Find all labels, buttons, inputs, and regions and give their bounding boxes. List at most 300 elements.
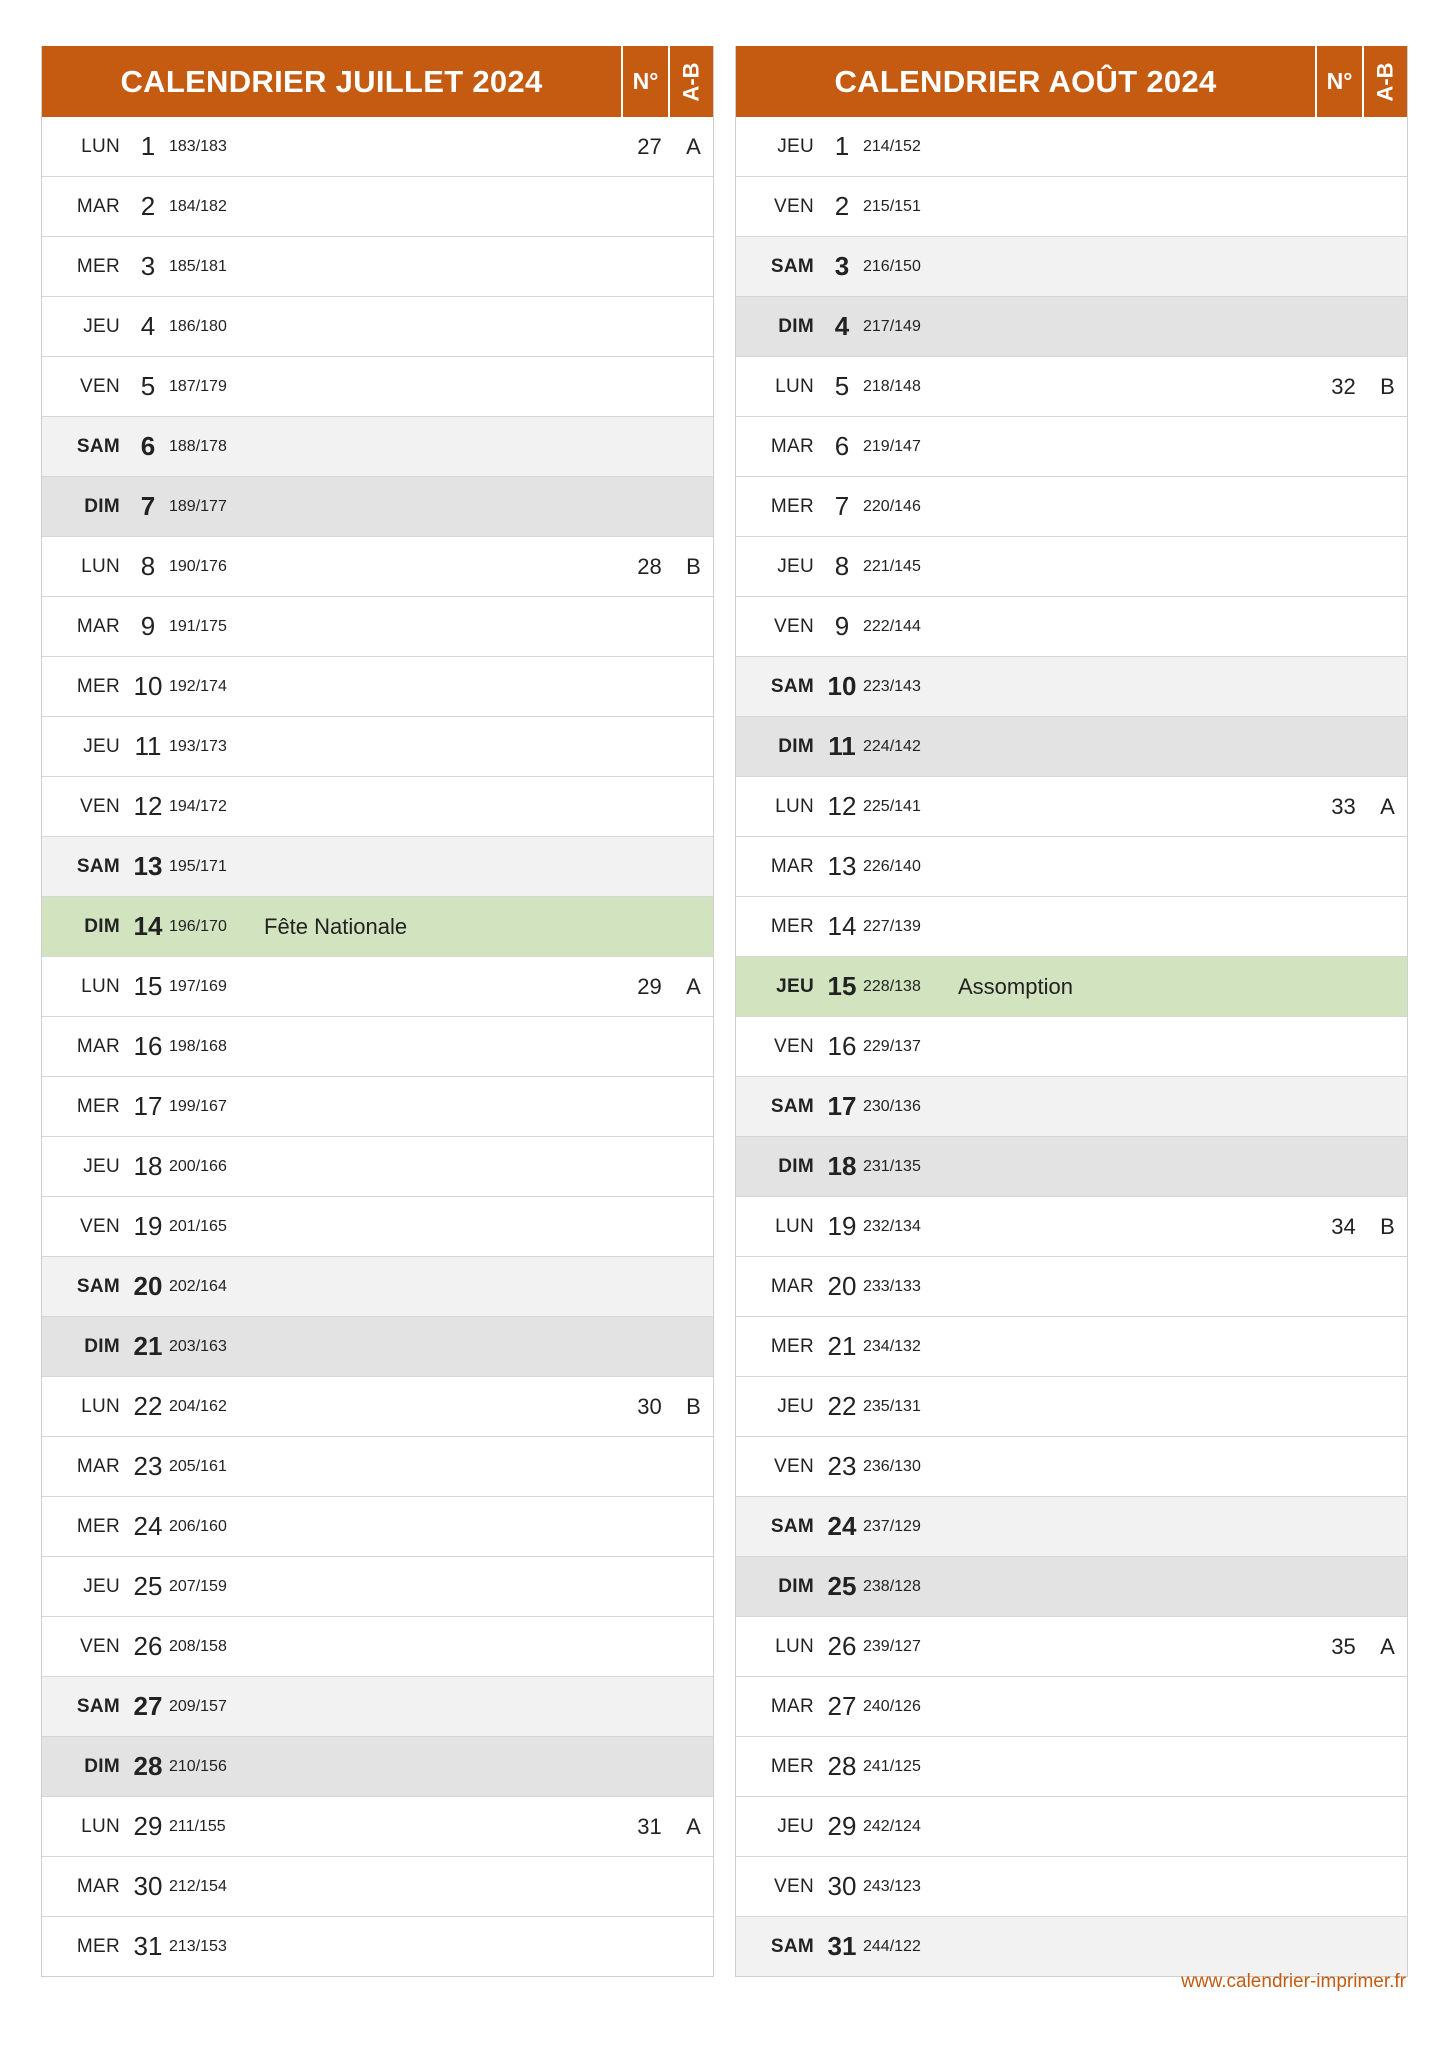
day-of-week: LUN: [81, 1816, 120, 1837]
day-number: 21: [133, 1331, 163, 1361]
week-number: [627, 1077, 672, 1136]
day-row: [42, 477, 713, 537]
week-number: [627, 357, 672, 416]
week-number-header: N°: [1315, 46, 1362, 117]
ab-week: [1366, 477, 1409, 536]
day-of-week: MER: [76, 1516, 120, 1537]
day-row: [736, 417, 1407, 477]
day-of-year: 223/143: [863, 678, 921, 695]
day-of-year: 227/139: [863, 918, 921, 935]
day-number: 22: [133, 1391, 163, 1421]
day-number: 10: [827, 671, 857, 701]
ab-week: B: [1380, 1214, 1395, 1239]
day-of-week: SAM: [770, 676, 814, 697]
week-number: [1321, 177, 1366, 236]
day-of-week: DIM: [778, 316, 814, 337]
day-number: 11: [828, 731, 856, 761]
day-of-week: DIM: [778, 1576, 814, 1597]
day-row: [42, 177, 713, 237]
week-number: [1321, 1257, 1366, 1316]
day-of-week: MAR: [76, 616, 120, 637]
ab-week: [1366, 1017, 1409, 1076]
day-of-year: 185/181: [169, 258, 227, 275]
day-of-year: 201/165: [169, 1218, 227, 1235]
day-number: 26: [827, 1631, 857, 1661]
day-of-year: 184/182: [169, 198, 227, 215]
day-number: 5: [834, 371, 850, 401]
day-row: [736, 1077, 1407, 1137]
day-row: [42, 357, 713, 417]
day-number: 28: [827, 1751, 857, 1781]
ab-week: A: [1380, 1634, 1395, 1659]
week-number: [627, 597, 672, 656]
day-of-week: LUN: [81, 976, 120, 997]
day-of-week: DIM: [84, 496, 120, 517]
day-of-week: MER: [770, 1756, 814, 1777]
day-of-week: MAR: [76, 1876, 120, 1897]
week-number: [1321, 1377, 1366, 1436]
day-of-year: 207/159: [169, 1578, 227, 1595]
day-row: [42, 1257, 713, 1317]
day-row: [42, 957, 713, 1017]
day-of-year: 202/164: [169, 1278, 227, 1295]
week-number: [1321, 1437, 1366, 1496]
ab-week: B: [1380, 374, 1395, 399]
day-row: [42, 1917, 713, 1976]
ab-week: [1366, 537, 1409, 596]
ab-week: [1366, 417, 1409, 476]
ab-week: [1366, 897, 1409, 956]
ab-week: [1366, 1557, 1409, 1616]
month-header: [736, 46, 1407, 117]
week-number: [1321, 1857, 1366, 1916]
day-of-week: LUN: [775, 1636, 814, 1657]
day-of-year: 233/133: [863, 1278, 921, 1295]
day-of-year: 212/154: [169, 1878, 227, 1895]
day-row: [736, 1617, 1407, 1677]
day-of-year: 203/163: [169, 1338, 227, 1355]
day-of-year: 208/158: [169, 1638, 227, 1655]
ab-week: [672, 837, 715, 896]
day-of-week: MER: [770, 1336, 814, 1357]
ab-week: [672, 1677, 715, 1736]
week-number: 34: [1331, 1214, 1356, 1239]
day-of-week: SAM: [76, 1276, 120, 1297]
day-row: [42, 417, 713, 477]
day-of-year: 205/161: [169, 1458, 227, 1475]
day-of-year: 243/123: [863, 1878, 921, 1895]
day-of-week: SAM: [770, 256, 814, 277]
day-of-week: MER: [770, 916, 814, 937]
ab-week: B: [686, 1394, 701, 1419]
week-number: [1321, 237, 1366, 296]
day-row: [42, 777, 713, 837]
day-of-week: MER: [76, 256, 120, 277]
day-of-week: DIM: [778, 1156, 814, 1177]
day-of-year: 244/122: [863, 1938, 921, 1955]
ab-week: [1366, 957, 1409, 1016]
week-number: 33: [1331, 794, 1356, 819]
month-table-july: [41, 46, 714, 1977]
week-number: 30: [637, 1394, 662, 1419]
day-of-year: 198/168: [169, 1038, 227, 1055]
week-number: 27: [637, 134, 662, 159]
week-number: [627, 777, 672, 836]
day-of-year: 234/132: [863, 1338, 921, 1355]
day-number: 1: [834, 131, 850, 161]
ab-week: [672, 177, 715, 236]
day-number: 9: [140, 611, 156, 641]
day-row: [736, 1317, 1407, 1377]
day-row: [736, 897, 1407, 957]
day-of-week: VEN: [80, 1216, 120, 1237]
week-number: [627, 1257, 672, 1316]
week-number: [1321, 1557, 1366, 1616]
ab-week: [1366, 1077, 1409, 1136]
day-number: 30: [133, 1871, 163, 1901]
day-of-week: DIM: [84, 1756, 120, 1777]
ab-week: [672, 1917, 715, 1976]
ab-week: [1366, 117, 1409, 176]
week-number: [627, 1317, 672, 1376]
day-row: [736, 1737, 1407, 1797]
day-of-week: MER: [770, 496, 814, 517]
ab-week: [1366, 657, 1409, 716]
day-of-year: 228/138: [863, 978, 921, 995]
day-number: 4: [140, 311, 156, 341]
day-of-year: 217/149: [863, 318, 921, 335]
day-of-year: 225/141: [863, 798, 921, 815]
day-number: 20: [827, 1271, 857, 1301]
day-of-week: SAM: [770, 1096, 814, 1117]
day-of-week: LUN: [81, 1396, 120, 1417]
day-of-week: LUN: [775, 796, 814, 817]
day-row: [736, 1017, 1407, 1077]
day-number: 24: [133, 1511, 163, 1541]
week-number: [627, 237, 672, 296]
week-number: [1321, 717, 1366, 776]
day-of-year: 231/135: [863, 1158, 921, 1175]
holiday-row: [736, 957, 1407, 1017]
day-number: 7: [140, 491, 156, 521]
ab-week: [1366, 1797, 1409, 1856]
day-of-week: DIM: [84, 916, 120, 937]
day-of-week: MAR: [76, 1456, 120, 1477]
day-number: 1: [140, 131, 156, 161]
ab-week: [1366, 1377, 1409, 1436]
week-number: [627, 1737, 672, 1796]
footer-website[interactable]: www.calendrier-imprimer.fr: [1181, 1971, 1406, 1992]
day-of-week: VEN: [774, 196, 814, 217]
ab-week: [1366, 237, 1409, 296]
day-number: 11: [134, 731, 162, 761]
day-row: [42, 237, 713, 297]
day-of-year: 237/129: [863, 1518, 921, 1535]
day-of-year: 197/169: [169, 978, 227, 995]
week-number: [627, 897, 672, 956]
day-row: [736, 1257, 1407, 1317]
week-number: [627, 1857, 672, 1916]
week-number: [1321, 297, 1366, 356]
week-number: [627, 477, 672, 536]
week-number: [627, 1677, 672, 1736]
day-number: 13: [827, 851, 857, 881]
day-row: [42, 597, 713, 657]
week-number-header: N°: [621, 46, 668, 117]
day-row: [736, 837, 1407, 897]
day-of-year: 218/148: [863, 378, 921, 395]
day-of-week: VEN: [774, 1036, 814, 1057]
day-row: [736, 1377, 1407, 1437]
week-number: [1321, 1677, 1366, 1736]
day-row: [736, 717, 1407, 777]
day-of-week: LUN: [775, 376, 814, 397]
day-of-week: JEU: [83, 1156, 120, 1177]
day-number: 14: [133, 911, 163, 941]
day-number: 26: [133, 1631, 163, 1661]
week-number: 29: [637, 974, 662, 999]
ab-week: A: [686, 1814, 701, 1839]
day-number: 15: [133, 971, 163, 1001]
week-number: [1321, 477, 1366, 536]
week-number: [627, 1137, 672, 1196]
day-of-year: 235/131: [863, 1398, 921, 1415]
week-number: [1321, 537, 1366, 596]
day-of-year: 188/178: [169, 438, 227, 455]
day-row: [736, 297, 1407, 357]
day-of-year: 221/145: [863, 558, 921, 575]
day-of-week: MER: [76, 1936, 120, 1957]
day-of-week: DIM: [84, 1336, 120, 1357]
day-of-year: 242/124: [863, 1818, 921, 1835]
day-row: [736, 1857, 1407, 1917]
week-number: 35: [1331, 1634, 1356, 1659]
day-number: 2: [140, 191, 156, 221]
day-row: [42, 1737, 713, 1797]
day-row: [736, 1137, 1407, 1197]
day-row: [42, 1137, 713, 1197]
week-number: [1321, 1137, 1366, 1196]
day-number: 19: [827, 1211, 857, 1241]
week-number: [627, 657, 672, 716]
week-number: [1321, 897, 1366, 956]
ab-week: [1366, 837, 1409, 896]
day-of-week: JEU: [776, 976, 814, 997]
day-of-week: MAR: [770, 856, 814, 877]
month-days: [42, 117, 713, 1976]
day-of-year: 211/155: [169, 1818, 226, 1835]
ab-week: B: [686, 554, 701, 579]
day-of-week: MAR: [770, 436, 814, 457]
day-of-year: 241/125: [863, 1758, 921, 1775]
day-number: 16: [133, 1031, 163, 1061]
day-number: 21: [827, 1331, 857, 1361]
day-of-week: SAM: [770, 1516, 814, 1537]
day-row: [42, 117, 713, 177]
day-of-week: VEN: [774, 1456, 814, 1477]
week-number: [1321, 1317, 1366, 1376]
day-number: 2: [834, 191, 850, 221]
day-row: [42, 1677, 713, 1737]
day-of-week: MAR: [770, 1696, 814, 1717]
day-row: [42, 1557, 713, 1617]
day-of-year: 186/180: [169, 318, 227, 335]
ab-week: [672, 1137, 715, 1196]
week-number: [627, 1437, 672, 1496]
week-number: [627, 1497, 672, 1556]
day-of-year: 213/153: [169, 1938, 227, 1955]
week-number: [1321, 957, 1366, 1016]
ab-week: [672, 1497, 715, 1556]
day-of-year: 196/170: [169, 918, 227, 935]
day-of-year: 219/147: [863, 438, 921, 455]
day-of-week: DIM: [778, 736, 814, 757]
ab-week: [672, 1257, 715, 1316]
day-number: 23: [827, 1451, 857, 1481]
day-of-week: MAR: [770, 1276, 814, 1297]
week-number: [627, 1017, 672, 1076]
day-of-year: 199/167: [169, 1098, 227, 1115]
ab-week: [1366, 1677, 1409, 1736]
ab-week: [1366, 1737, 1409, 1796]
week-number: [1321, 117, 1366, 176]
week-number: [627, 1197, 672, 1256]
week-number: [627, 297, 672, 356]
ab-week: [672, 297, 715, 356]
day-of-year: 191/175: [169, 618, 227, 635]
day-row: [42, 1437, 713, 1497]
day-of-year: 189/177: [169, 498, 227, 515]
ab-week: [1366, 1437, 1409, 1496]
day-of-year: 209/157: [169, 1698, 227, 1715]
week-number: [627, 417, 672, 476]
day-number: 6: [834, 431, 850, 461]
day-number: 5: [140, 371, 156, 401]
week-number: [627, 717, 672, 776]
day-of-year: 214/152: [863, 138, 921, 155]
week-number: 32: [1331, 374, 1356, 399]
ab-week: [1366, 1137, 1409, 1196]
day-number: 22: [827, 1391, 857, 1421]
day-of-week: JEU: [777, 136, 814, 157]
day-number: 20: [133, 1271, 163, 1301]
day-of-year: 236/130: [863, 1458, 921, 1475]
day-of-week: LUN: [81, 556, 120, 577]
day-of-year: 240/126: [863, 1698, 921, 1715]
day-of-year: 183/183: [169, 138, 227, 155]
day-row: [736, 777, 1407, 837]
day-note: Assomption: [958, 974, 1073, 999]
day-of-week: SAM: [76, 436, 120, 457]
week-number: [1321, 1497, 1366, 1556]
ab-week: [1366, 597, 1409, 656]
day-of-week: MER: [76, 676, 120, 697]
day-number: 19: [133, 1211, 163, 1241]
week-number: [1321, 1917, 1366, 1976]
day-row: [42, 1857, 713, 1917]
day-row: [42, 1497, 713, 1557]
day-row: [736, 177, 1407, 237]
day-row: [42, 1617, 713, 1677]
day-of-year: 220/146: [863, 498, 921, 515]
day-row: [736, 477, 1407, 537]
day-of-week: LUN: [81, 136, 120, 157]
day-of-year: 192/174: [169, 678, 227, 695]
ab-week: [1366, 1857, 1409, 1916]
day-of-year: 200/166: [169, 1158, 227, 1175]
day-of-week: VEN: [80, 376, 120, 397]
day-row: [736, 1797, 1407, 1857]
day-number: 29: [133, 1811, 163, 1841]
day-number: 18: [827, 1151, 857, 1181]
day-row: [42, 837, 713, 897]
day-row: [42, 1797, 713, 1857]
day-row: [736, 1497, 1407, 1557]
day-of-year: 232/134: [863, 1218, 921, 1235]
ab-week: [672, 1617, 715, 1676]
week-number: [627, 1917, 672, 1976]
ab-week: [1366, 1497, 1409, 1556]
ab-week: A: [686, 134, 701, 159]
ab-week: [672, 1437, 715, 1496]
day-of-week: VEN: [80, 1636, 120, 1657]
day-of-week: JEU: [777, 1396, 814, 1417]
ab-week: [672, 477, 715, 536]
week-number: [1321, 597, 1366, 656]
ab-week: [672, 597, 715, 656]
ab-week: [672, 1197, 715, 1256]
day-number: 17: [133, 1091, 163, 1121]
day-of-week: MAR: [76, 196, 120, 217]
holiday-row: [42, 897, 713, 957]
day-number: 4: [834, 311, 850, 341]
day-of-week: LUN: [775, 1216, 814, 1237]
day-of-year: 187/179: [169, 378, 227, 395]
ab-week: [672, 417, 715, 476]
day-number: 7: [834, 491, 850, 521]
ab-week: [1366, 717, 1409, 776]
week-number: [627, 1617, 672, 1676]
day-of-year: 238/128: [863, 1578, 921, 1595]
day-number: 27: [827, 1691, 857, 1721]
day-number: 8: [834, 551, 850, 581]
ab-week: [672, 657, 715, 716]
day-number: 3: [834, 251, 850, 281]
day-of-week: VEN: [774, 1876, 814, 1897]
day-of-week: JEU: [777, 556, 814, 577]
day-of-week: MAR: [76, 1036, 120, 1057]
day-of-year: 193/173: [169, 738, 227, 755]
day-number: 18: [133, 1151, 163, 1181]
day-note: Fête Nationale: [264, 914, 408, 939]
day-number: 12: [133, 791, 163, 821]
ab-week: [672, 1857, 715, 1916]
ab-week: [672, 1557, 715, 1616]
day-row: [736, 1557, 1407, 1617]
ab-week: [1366, 1917, 1409, 1976]
month-title: CALENDRIER AOÛT 2024: [834, 63, 1217, 99]
ab-week: [672, 1317, 715, 1376]
day-of-week: SAM: [76, 1696, 120, 1717]
day-number: 31: [133, 1931, 163, 1961]
day-of-year: 224/142: [863, 738, 921, 755]
day-row: [736, 1437, 1407, 1497]
ab-week: [672, 1077, 715, 1136]
week-number: 28: [637, 554, 662, 579]
ab-week-header: [668, 46, 713, 117]
day-number: 9: [834, 611, 850, 641]
day-number: 15: [827, 971, 857, 1001]
